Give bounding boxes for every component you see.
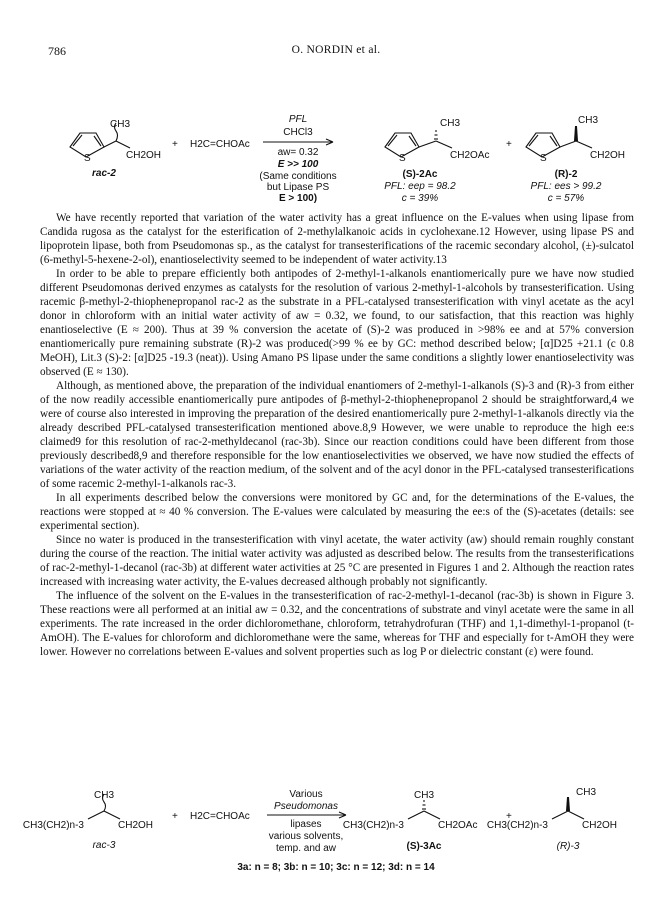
acetoxymethyl-label: CH2OAc [438, 820, 478, 831]
product-ee: PFL: eep = 98.2 [384, 181, 456, 192]
compound-label-r-3: (R)-3 [556, 841, 580, 852]
compound-label-rac-2: rac-2 [92, 168, 116, 179]
scheme-footnote: 3a: n = 8; 3b: n = 10; 3c: n = 12; 3d: n = 14 [237, 862, 435, 873]
methyl-label: CH3 [110, 119, 131, 130]
arrow-catalyst: PFL [288, 114, 308, 125]
methyl-label: CH3 [576, 787, 597, 798]
ring-sulfur: S [399, 153, 406, 164]
compound-label-r-2: (R)-2 [554, 169, 578, 180]
paragraph: We have recently reported that variation of the water activity has a great influence on the E-values when using lipase from Candida rugosa as the catalyst for the esterification of 2-methylalkanoic acids in cyclohexane.12 However, using lipase PS and lipoprotein lipase, both from Pseudomonas sp., as the catalyst for transesterifications of the racemic secondary alcohol, (±)-sulcatol (6-methyl-5-hexene-2-ol), enantioselectivity seemed to be independent of water activity.13 [40, 212, 634, 266]
hydroxymethyl-label: CH2OH [582, 820, 618, 831]
arrow-note: E > 100) [278, 193, 318, 204]
plus-sign: + [506, 139, 512, 150]
methyl-label: CH3 [94, 790, 115, 801]
arrow-water-activity: aw= 0.32 [277, 147, 319, 158]
ring-sulfur: S [540, 153, 547, 164]
paragraph: Although, as mentioned above, the preparation of the individual enantiomers of 2-methyl-1-alkanols (S)-3 and (R)-3 from either of the now readily accessible enantiomerically pure antipodes of β-methyl-2-thiophenepropanol 2 should be straightforward,4 we were of course also interested in improving the preparation of the desired enantiomerically pure 2-methyl-1-alkanols directly via the already described PFL-catalysed transesterification mentioned above.8,9 However, we were unable to reproduce the high ee:s claimed9 for this resolution of rac-2-methyldecanol (rac-3b). Since our reaction conditions could have been different from those previously described8,9 and therefore responsible for the low enantioselectivities we observed, we have now studied the effects of variations of the water activity of the reaction medium, of the solvent and of the acyl donor in the PFL-catalysed transesterifications of some racemic 2-methyl-1-alkanols rac-3. [40, 380, 634, 490]
paragraph: In order to be able to prepare efficiently both antipodes of 2-methyl-1-alkanols enantiomerically pure we have now studied different Pseudomonas derived enzymes as catalysts for the resolution of various 2-methyl-1-alcohols by transesterification. Using racemic β-methyl-2-thiophenepropanol rac-2 as the substrate in a PFL-catalysed transesterification with vinyl acetate as the acyl donor in chloroform with an initial water activity of aw = 0.32, we found, to our satisfaction, that this reaction was highly enantioselective (E ≈ 200). Thus at 39 % conversion the acetate of (S)-2 was produced in >98% ee and at 57% conversion enantiomerically pure remaining substrate (R)-2 was produced(>99 % ee by GC: method described below; [α]D25 +21.1 (c 0.8 MeOH), Lit.3 (S)-2: [α]D25 -19.3 (neat)). Using Amano PS lipase under the same conditions a slightly lower enantioselectivity was observed (E ≈ 130). [40, 268, 634, 378]
compound-label-rac-3: rac-3 [92, 840, 116, 851]
running-head: O. NORDIN et al. [291, 44, 381, 56]
arrow-note: but Lipase PS [266, 182, 330, 193]
hydroxymethyl-label: CH2OH [126, 150, 162, 161]
paragraph: In all experiments described below the conversions were monitored by GC and, for the determinations of the E-values, the reactions were stopped at ≈ 40 % conversion. The E-values were calculated by measuring the ee:s of the (S)-acetates (details: see experimental section). [40, 492, 634, 532]
alkyl-chain-label: CH3(CH2)n-3 [22, 820, 84, 831]
arrow-conditions: various solvents, [268, 831, 344, 842]
arrow-catalyst: Various [289, 789, 323, 800]
arrow-solvent: CHCl3 [283, 127, 313, 138]
page-number: 786 [48, 44, 66, 58]
methyl-label: CH3 [440, 118, 461, 129]
alkyl-chain-label: CH3(CH2)n-3 [486, 820, 548, 831]
arrow-conditions: temp. and aw [275, 843, 337, 854]
body-text [40, 211, 634, 659]
arrow-note: (Same conditions [259, 171, 337, 182]
plus-sign: + [506, 811, 512, 822]
acetoxymethyl-label: CH2OAc [450, 150, 490, 161]
ring-sulfur: S [84, 153, 91, 164]
paragraph: The influence of the solvent on the E-values in the transesterification of rac-2-methyl-1-decanol (rac-3b) is shown in Figure 3. These reactions were all performed at an initial aw = 0.32, and the concentrations of substrate and vinyl acetate were the same in all experiments. The rate increased in the order dichloromethane, chloroform, tetrahydrofuran (THF) and 1,1-dimethyl-1-propanol (t-AmOH). The E-values for chloroform and dichloromethane were the same, whereas for THF and especially for t-AmOH they were lower. However no correlations between E-values and solvent properties such as log P or dielectric constant (ε) were found. [40, 590, 634, 658]
product-conversion: c = 57% [547, 193, 585, 204]
compound-label-s-3ac: (S)-3Ac [406, 841, 442, 852]
plus-sign: + [172, 139, 178, 150]
paragraph: Since no water is produced in the transesterification with vinyl acetate, the water activity (aw) should remain roughly constant during the course of the reaction. The initial water activity was adjusted as described below. The results from the transesterifications of rac-2-methyl-1-decanol (rac-3b) at different water activities at 25 °C are presented in Figures 1 and 2. Although the reaction rates increased with increasing water activity, the E-values decreased although probably not significantly. [40, 534, 634, 588]
methyl-label: CH3 [414, 790, 435, 801]
arrow-catalyst: Pseudomonas [274, 801, 338, 812]
reaction-scheme-1 [0, 100, 672, 210]
arrow-conditions: lipases [290, 819, 322, 830]
compound-label-s-2ac: (S)-2Ac [402, 169, 438, 180]
alkyl-chain-label: CH3(CH2)n-3 [342, 820, 404, 831]
vinyl-acetate: H2C=CHOAc [190, 811, 250, 822]
reaction-scheme-2 [0, 786, 672, 882]
hydroxymethyl-label: CH2OH [118, 820, 154, 831]
methyl-label: CH3 [578, 115, 599, 126]
vinyl-acetate: H2C=CHOAc [190, 139, 250, 150]
product-ee: PFL: ees > 99.2 [530, 181, 602, 192]
hydroxymethyl-label: CH2OH [590, 150, 626, 161]
product-conversion: c = 39% [401, 193, 439, 204]
plus-sign: + [172, 811, 178, 822]
arrow-e-value: E >> 100 [277, 159, 319, 170]
